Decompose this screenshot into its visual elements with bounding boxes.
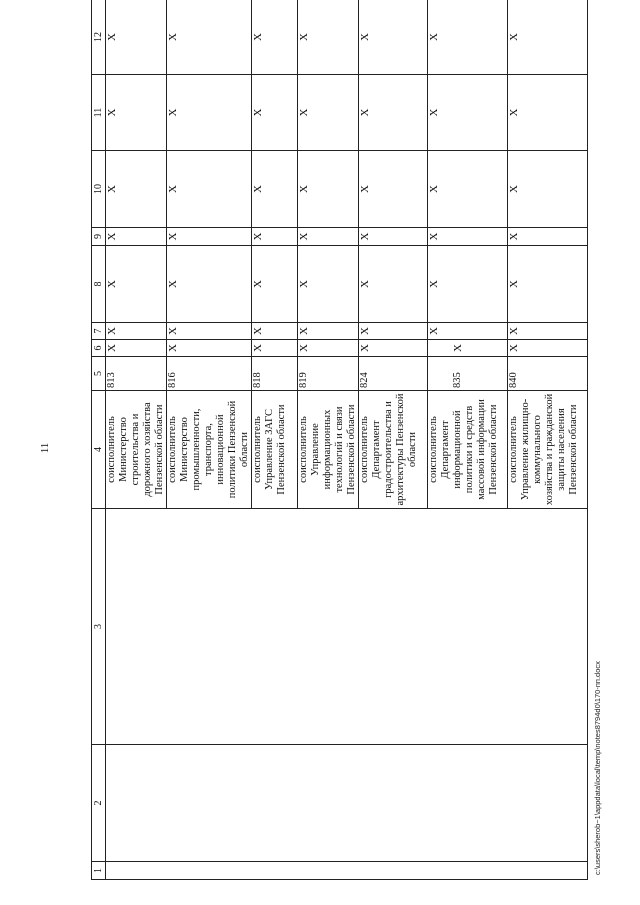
x-mark: X — [359, 323, 428, 340]
page-number: 11 — [39, 442, 51, 454]
x-mark: X — [298, 0, 359, 75]
executor-cell: соисполнитель Министерство промышленности, транспорта, инновационной политики Пензенской области — [167, 391, 252, 509]
table-header — [92, 0, 106, 880]
executor-cell: соисполнитель Управление ЗАГС Пензенской области — [252, 391, 298, 509]
column-header: 12 — [92, 0, 106, 75]
column-header: 1 — [92, 862, 106, 880]
x-mark: X — [167, 228, 252, 246]
table-cell-col3 — [106, 509, 588, 745]
column-header: 11 — [92, 75, 106, 151]
executor-cell: соисполнитель Управление информационных технологий и связи Пензенской области — [298, 391, 359, 509]
code-cell: 813 — [106, 357, 167, 391]
column-header: 6 — [92, 340, 106, 357]
code-value: 835 — [452, 372, 463, 388]
x-mark: X — [508, 246, 588, 323]
code-cell — [428, 357, 508, 391]
x-mark: X — [167, 323, 252, 340]
x-mark: X — [298, 323, 359, 340]
document-table-container — [91, 16, 579, 880]
x-mark: X — [428, 0, 508, 75]
document-table — [91, 0, 588, 880]
table-cell-col1 — [106, 862, 588, 880]
x-mark: X — [359, 246, 428, 323]
x-mark: X — [359, 75, 428, 151]
x-mark: X — [252, 228, 298, 246]
x-mark: X — [106, 0, 167, 75]
x-mark: X — [508, 323, 588, 340]
x-mark: X — [106, 75, 167, 151]
x-mark: X — [167, 340, 252, 357]
x-mark: X — [508, 0, 588, 75]
table-cell-col2 — [106, 745, 588, 862]
x-mark: X — [252, 323, 298, 340]
x-mark: X — [359, 340, 428, 357]
column-header: 2 — [92, 745, 106, 862]
x-mark: X — [508, 75, 588, 151]
x-mark: X — [428, 75, 508, 151]
x-mark: X — [298, 228, 359, 246]
column-header: 10 — [92, 151, 106, 228]
x-mark: X — [508, 340, 588, 357]
table-row — [106, 0, 167, 880]
code-cell: 824 — [359, 357, 428, 391]
x-mark: X — [252, 340, 298, 357]
code-cell: 818 — [252, 357, 298, 391]
column-header: 4 — [92, 391, 106, 509]
x-mark: X — [298, 151, 359, 228]
x-mark: X — [359, 0, 428, 75]
x-mark: X — [106, 228, 167, 246]
file-path-footer: c:\users\sherob~1\appdata\local\temp\notes8794d0\170-пп.docx — [593, 661, 602, 875]
x-mark: X — [252, 246, 298, 323]
column-header: 5 — [92, 357, 106, 391]
column-header: 9 — [92, 228, 106, 246]
executor-cell: соисполнитель Управление жилищно-коммунального хозяйства и гражданской защиты населения Пензенской области — [508, 391, 588, 509]
code-cell: 819 — [298, 357, 359, 391]
x-mark: X — [359, 151, 428, 228]
x-mark: X — [252, 0, 298, 75]
x-mark: X — [167, 151, 252, 228]
code-cell: 816 — [167, 357, 252, 391]
x-mark: X — [252, 151, 298, 228]
x-mark: X — [428, 151, 508, 228]
table-body — [106, 0, 588, 880]
column-header: 7 — [92, 323, 106, 340]
code-cell: 840 — [508, 357, 588, 391]
x-mark: X — [252, 75, 298, 151]
x-mark: X — [167, 246, 252, 323]
x-mark: X — [167, 0, 252, 75]
x-mark — [428, 340, 508, 357]
x-mark: X — [428, 228, 508, 246]
x-mark: X — [508, 151, 588, 228]
executor-cell: соисполнитель Департамент градостроительства и архитектуры Пензенской области — [359, 391, 428, 509]
x-mark: X — [428, 323, 508, 340]
x-mark: X — [167, 75, 252, 151]
executor-cell: соисполнитель Министерство строительства и дорожного хозяйства Пензенской области — [106, 391, 167, 509]
x-mark: X — [359, 228, 428, 246]
column-header: 8 — [92, 246, 106, 323]
x-mark: X — [106, 340, 167, 357]
executor-cell: соисполнитель Департамент информационной политики и средств массовой информации Пензенской области — [428, 391, 508, 509]
x-mark: X — [106, 151, 167, 228]
x-mark: X — [298, 246, 359, 323]
x-mark: X — [428, 246, 508, 323]
x-mark: X — [298, 75, 359, 151]
x-mark: X — [106, 246, 167, 323]
x-mark: X — [298, 340, 359, 357]
x-mark: X — [106, 323, 167, 340]
x-mark-value: X — [452, 344, 464, 352]
x-mark: X — [508, 228, 588, 246]
column-header: 3 — [92, 509, 106, 745]
